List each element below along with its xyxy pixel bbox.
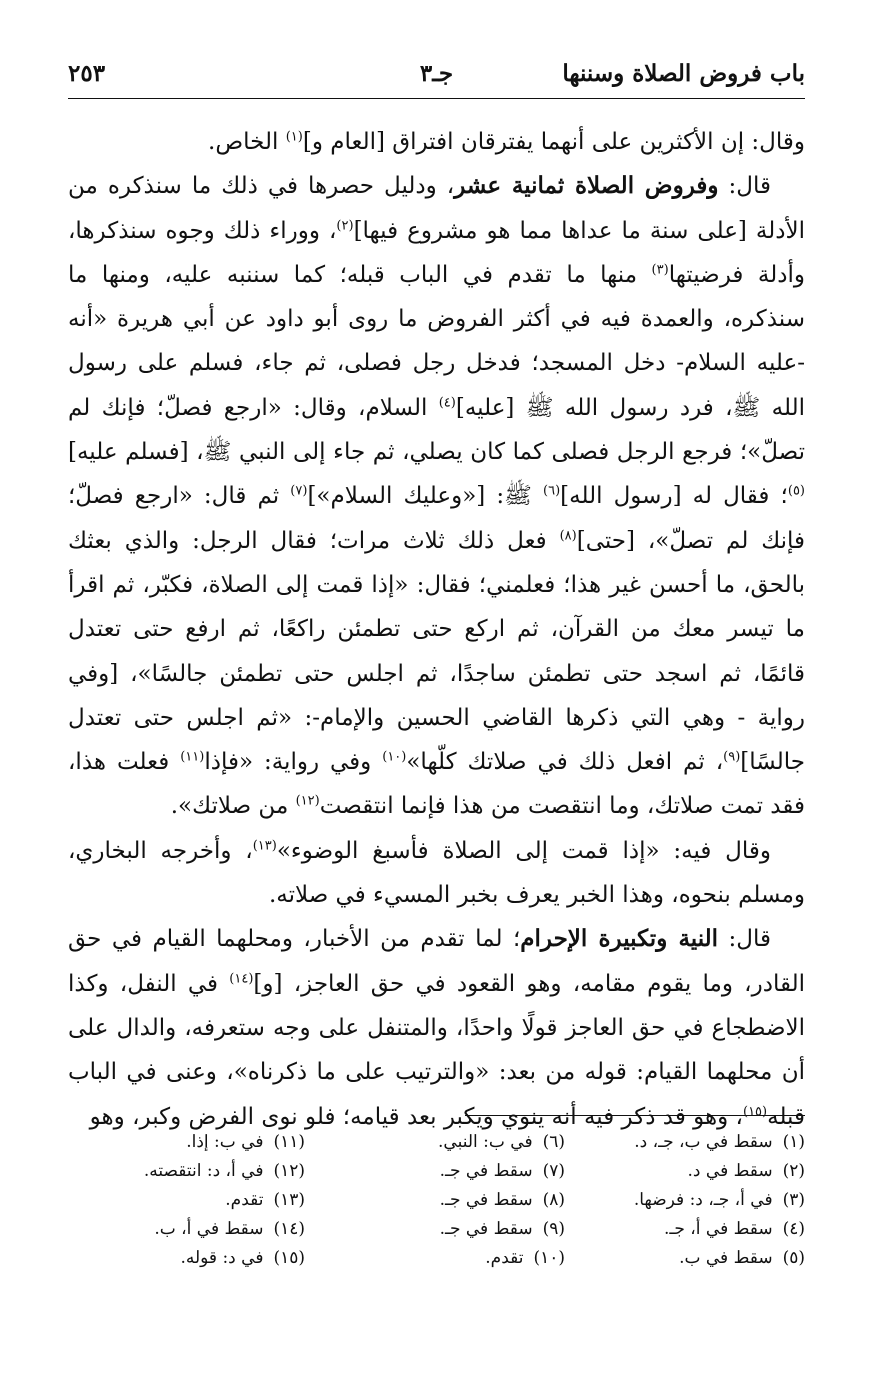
footnote-column-3	[144, 1128, 305, 1273]
footnote-text: في د: قوله.	[180, 1248, 264, 1268]
footnote-column-1	[634, 1128, 805, 1273]
footnote-number: (٨)	[542, 1190, 565, 1210]
footnote-item	[438, 1244, 565, 1273]
text-run: من صلاتك».	[170, 793, 296, 820]
footnote-item	[438, 1215, 565, 1244]
footnote-item	[144, 1215, 305, 1244]
text-run: ؛ لما تقدم من الأخبار، ومحلهما القيام في حق القادر، وما يقوم مقامه، وهو القعود في حق العاجز، [و]	[68, 926, 805, 997]
footnote-item	[634, 1215, 805, 1244]
footnote-number: (١٤)	[273, 1219, 305, 1239]
footnote-ref: (١٠)	[382, 749, 407, 765]
footnote-ref: (٩)	[723, 749, 741, 765]
footnote-number: (٥)	[782, 1248, 805, 1268]
running-chapter-title: باب فروض الصلاة وسننها	[562, 60, 805, 87]
footnote-ref: (٨)	[559, 528, 577, 544]
footnote-ref: (٧)	[290, 483, 308, 499]
paragraph-2	[68, 164, 805, 828]
footnote-ref: (١١)	[180, 749, 205, 765]
footnote-text: في ب: النبي.	[438, 1132, 533, 1152]
footnote-item	[634, 1128, 805, 1157]
footnote-item	[634, 1157, 805, 1186]
footnote-item	[144, 1128, 305, 1157]
paragraph-1	[68, 120, 805, 164]
text-run: ؛ فقال له [رسول الله]	[560, 483, 788, 510]
text-run: ، ودليل حصرها في ذلك ما سنذكره من الأدلة [على سنة ما عداها مما هو مشروع فيها]	[68, 173, 806, 244]
footnote-ref: (٦)	[543, 483, 561, 499]
footnote-item	[438, 1128, 565, 1157]
footnote-number: (٢)	[782, 1161, 805, 1181]
footnote-ref: (١٢)	[295, 793, 320, 809]
footnote-number: (٣)	[782, 1190, 805, 1210]
footnote-text: سقط في أ، ب.	[154, 1219, 264, 1239]
text-run: قال:	[718, 173, 771, 200]
footnote-text: في أ، جـ، د: فرضها.	[633, 1190, 773, 1210]
footnote-ref: (١٣)	[252, 838, 277, 854]
text-run: السلام، وقال: «ارجع فصلّ؛ فإنك لم تصلّ»؛ فرجع الرجل فصلى كما كان يصلي، ثم جاء إلى النبي ﷺ، [فسلم عليه]	[68, 394, 805, 466]
text-run: فعلت هذا، فقد تمت صلاتك، وما انتقصت من هذا فإنما انتقصت	[68, 749, 805, 820]
text-run: وقال: إن الأكثرين على أنهما يفترقان افتراق [العام و]	[302, 129, 805, 155]
footnote-number: (١١)	[273, 1132, 305, 1152]
text-run: ، ووراء ذلك وجوه سنذكرها، وأدلة فرضيتها	[68, 217, 805, 288]
page-number: ٢٥٣	[68, 60, 106, 87]
footnote-number: (٦)	[542, 1132, 565, 1152]
footnote-text: في أ، د: انتقصته.	[143, 1161, 264, 1181]
footnote-text: تقدم.	[485, 1248, 524, 1268]
text-run: وقال فيه: «إذا قمت إلى الصلاة فأسبغ الوضوء»	[276, 837, 771, 864]
text-run: الخاص.	[208, 129, 286, 155]
paragraph-3	[68, 829, 805, 918]
text-run: ، وأخرجه البخاري، ومسلم بنحوه، وهذا الخبر يعرف بخبر المسيء في صلاته.	[68, 837, 805, 909]
footnote-column-2	[438, 1128, 565, 1273]
footnote-divider	[465, 1115, 805, 1116]
main-text	[68, 120, 805, 1139]
footnote-number: (٤)	[782, 1219, 805, 1239]
volume-number: جـ٣	[419, 60, 454, 87]
page-header	[68, 58, 805, 99]
footnote-number: (٩)	[542, 1219, 565, 1239]
text-run: فعل ذلك ثلاث مرات؛ فقال الرجل: والذي بعثك بالحق، ما أحسن غير هذا؛ فعلمني؛ فقال: «إذا قمت إلى الصلاة، فكبّر، ثم اقرأ ما تيسر معك من القرآن، ثم اركع حتى تطمئن راكعًا، ثم ارفع حتى تعتدل قائمًا، ثم اسجد حتى تطمئن ساجدًا، ثم اجلس حتى تطمئن جالسًا»، [وفي رواية - وهي التي ذكرها القاضي الحسين والإمام-: «ثم اجلس حتى تعتدل جالسًا]	[68, 527, 806, 776]
footnote-ref: (١٤)	[229, 970, 254, 986]
footnote-number: (١٣)	[273, 1190, 305, 1210]
footnote-text: سقط في ب، جـ، د.	[634, 1132, 773, 1152]
footnote-item	[438, 1157, 565, 1186]
text-run: ﷺ: [«وعليك السلام»]	[307, 483, 544, 510]
footnote-number: (٧)	[542, 1161, 565, 1181]
text-run: ، وهو قد ذكر فيه أنه ينوي ويكبر بعد قيامه؛ فلو نوى الفرض وكبر، وهو	[89, 1103, 743, 1130]
footnote-text: سقط في جـ.	[439, 1219, 533, 1239]
footnote-ref: (٢)	[336, 217, 354, 233]
footnote-text: سقط في ب.	[679, 1248, 773, 1268]
footnote-text: في ب: إذا.	[186, 1132, 264, 1152]
footnote-ref: (١)	[285, 129, 303, 145]
text-run: ثم قال: «ارجع فصلّ؛ فإنك لم تصلّ»، [حتى]	[68, 483, 806, 554]
footnote-text: سقط في د.	[687, 1161, 773, 1181]
footnote-text: سقط في جـ.	[439, 1190, 533, 1210]
footnote-item	[144, 1157, 305, 1186]
footnote-number: (١٥)	[273, 1248, 305, 1268]
footnote-text: تقدم.	[225, 1190, 264, 1210]
text-run: ، ثم افعل ذلك في صلاتك كلّها»	[406, 749, 724, 776]
footnote-text: سقط في أ، جـ.	[663, 1219, 773, 1239]
text-run: منها ما تقدم في الباب قبله؛ كما سننبه عليه، ومنها ما سنذكره، والعمدة فيه في أكثر الفروض ما روى أبو داود عن أبي هريرة «أنه -عليه السلام- دخل المسجد؛ فدخل رجل فصلى، ثم جاء، فسلم على رسول الله ﷺ، فرد رسول الله ﷺ [عليه]	[68, 261, 805, 421]
footnote-number: (١٢)	[273, 1161, 305, 1181]
footnote-ref: (٣)	[651, 262, 669, 278]
text-run: وفي رواية: «فإذا	[204, 749, 383, 776]
text-run: في النفل، وكذا الاضطجاع في حق العاجز قولًا واحدًا، والمتنفل على وجه ستعرفه، والدال على أن محلهما القيام: قوله من بعد: «والترتيب على ما ذكرناه»، وعنى في الباب قبله	[68, 970, 805, 1130]
footnote-item	[438, 1186, 565, 1215]
footnote-number: (١٠)	[533, 1248, 565, 1268]
footnote-number: (١)	[782, 1132, 805, 1152]
footnote-item	[144, 1244, 305, 1273]
text-run: قال:	[718, 926, 771, 953]
footnote-item	[634, 1186, 805, 1215]
footnote-ref: (٥)	[787, 483, 805, 499]
footnote-ref: (١٥)	[742, 1103, 768, 1119]
paragraph-4	[68, 917, 805, 1138]
footnote-text: سقط في جـ.	[439, 1161, 533, 1181]
footnote-item	[144, 1186, 305, 1215]
footnote-item	[634, 1244, 805, 1273]
footnote-ref: (٤)	[438, 395, 456, 411]
bold-heading: النية وتكبيرة الإحرام	[520, 925, 719, 953]
bold-heading: وفروض الصلاة ثمانية عشر	[454, 172, 719, 200]
